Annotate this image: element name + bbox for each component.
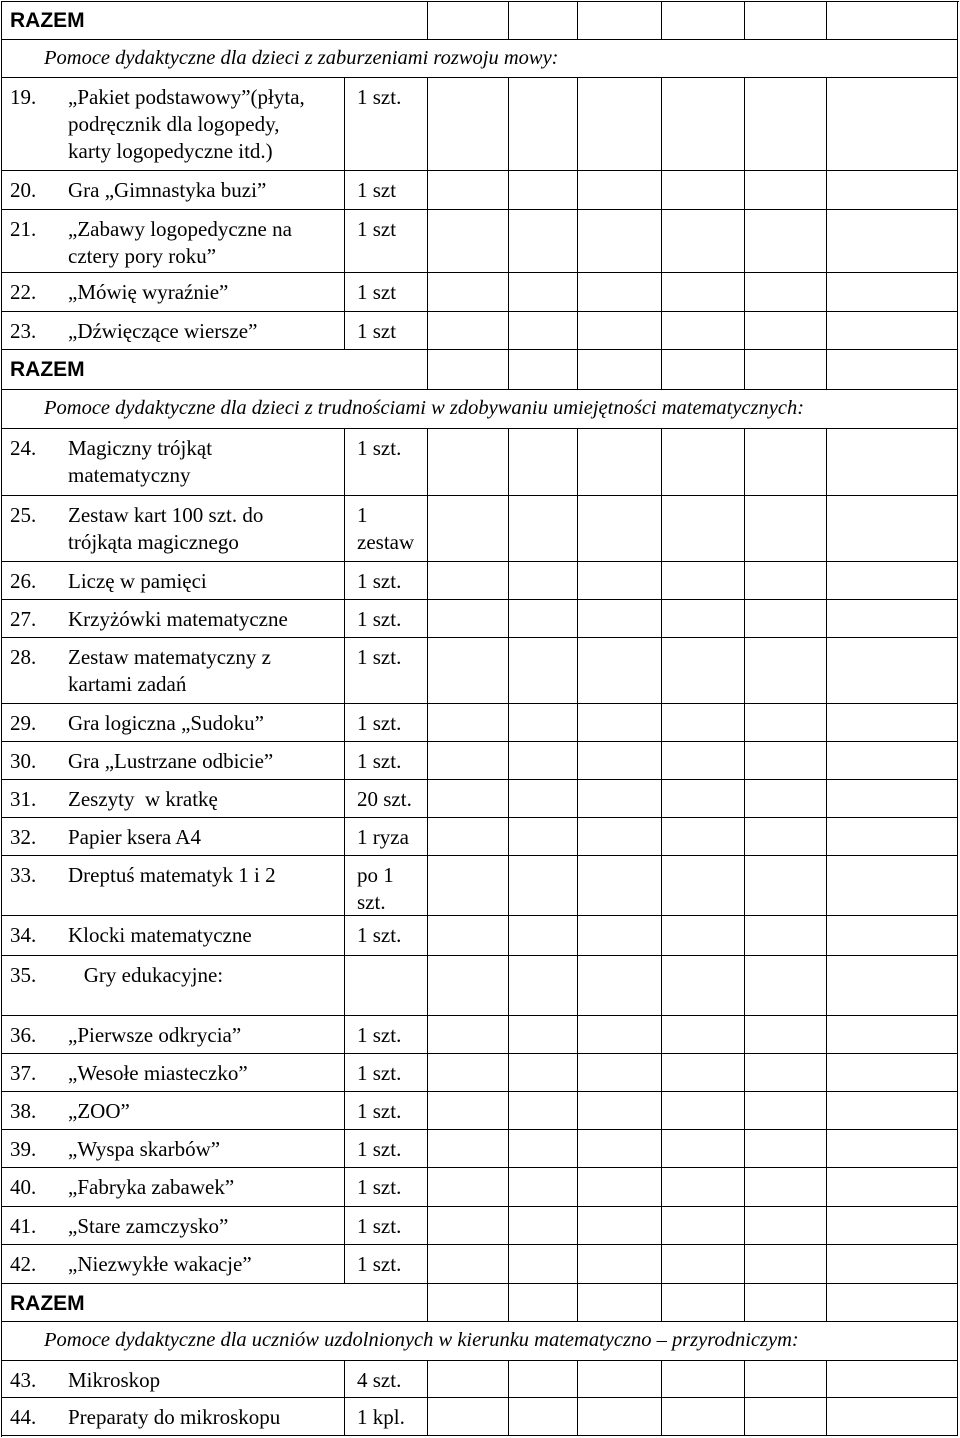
item-quantity: 1 szt. [357, 1061, 402, 1085]
empty-cell [578, 742, 662, 780]
item-name: Liczę w pamięci [68, 569, 207, 593]
item-quantity: 1 szt. [357, 749, 402, 773]
item-quantity: 1 szt. [357, 85, 402, 109]
empty-cell [509, 210, 578, 273]
empty-cell [578, 496, 662, 562]
empty-cell [827, 1, 958, 40]
empty-cell [662, 1398, 745, 1436]
empty-cell [578, 1284, 662, 1322]
empty-cell [745, 600, 827, 638]
empty-cell [509, 1092, 578, 1130]
empty-cell [578, 780, 662, 818]
empty-cell [662, 1245, 745, 1284]
empty-cell [745, 1361, 827, 1398]
empty-cell [578, 1361, 662, 1398]
empty-cell [662, 1092, 745, 1130]
item-number: 26. [10, 569, 37, 593]
empty-cell [578, 1398, 662, 1436]
empty-cell [745, 1398, 827, 1436]
empty-cell [578, 78, 662, 171]
empty-cell [509, 916, 578, 956]
item-number: 21. [10, 217, 37, 241]
item-quantity: 1 kpl. [357, 1405, 405, 1429]
empty-cell [428, 600, 509, 638]
empty-cell [428, 1245, 509, 1284]
empty-cell [578, 1245, 662, 1284]
empty-cell [578, 210, 662, 273]
empty-cell [827, 704, 958, 742]
empty-cell [745, 273, 827, 312]
item-name: Mikroskop [68, 1368, 161, 1392]
empty-cell [745, 562, 827, 600]
empty-cell [578, 1092, 662, 1130]
empty-cell [509, 742, 578, 780]
item-number: 32. [10, 825, 37, 849]
empty-cell [662, 273, 745, 312]
empty-cell [662, 818, 745, 856]
empty-cell [662, 1054, 745, 1092]
empty-cell [509, 704, 578, 742]
empty-cell [827, 956, 958, 1016]
empty-cell [662, 210, 745, 273]
item-number: 39. [10, 1137, 37, 1161]
empty-cell [578, 1207, 662, 1245]
empty-cell [578, 916, 662, 956]
item-quantity: 1 szt. [357, 1175, 402, 1199]
empty-cell [745, 1168, 827, 1207]
item-quantity: 1 szt. [357, 1099, 402, 1123]
empty-cell [745, 350, 827, 390]
empty-cell [578, 638, 662, 704]
item-number: 30. [10, 749, 37, 773]
empty-cell [662, 956, 745, 1016]
item-quantity: 1 szt. [357, 1023, 402, 1047]
empty-cell [578, 273, 662, 312]
empty-cell [827, 780, 958, 818]
empty-cell [428, 1168, 509, 1207]
empty-cell [509, 273, 578, 312]
empty-cell [578, 1016, 662, 1054]
empty-cell [827, 742, 958, 780]
empty-cell [745, 1, 827, 40]
empty-cell [428, 742, 509, 780]
empty-cell [509, 1054, 578, 1092]
empty-cell [827, 312, 958, 350]
empty-cell [662, 1207, 745, 1245]
item-name: Papier ksera A4 [68, 825, 201, 849]
empty-cell [509, 350, 578, 390]
empty-cell [509, 780, 578, 818]
item-quantity: po 1 szt. [357, 863, 394, 914]
item-quantity: 20 szt. [357, 787, 412, 811]
empty-cell [827, 818, 958, 856]
empty-cell [745, 1207, 827, 1245]
item-number: 31. [10, 787, 37, 811]
empty-cell [827, 210, 958, 273]
empty-cell [662, 562, 745, 600]
item-name: Gry edukacyjne: [68, 963, 224, 987]
empty-cell [827, 350, 958, 390]
empty-cell [578, 856, 662, 916]
empty-cell [509, 1361, 578, 1398]
empty-cell [428, 1, 509, 40]
empty-cell [827, 496, 958, 562]
empty-cell [827, 1361, 958, 1398]
item-name: Magiczny trójkąt matematyczny [68, 436, 213, 487]
empty-cell [509, 1245, 578, 1284]
empty-cell [662, 600, 745, 638]
item-number: 43. [10, 1368, 37, 1392]
empty-cell [745, 956, 827, 1016]
item-number: 20. [10, 178, 37, 202]
item-number: 42. [10, 1252, 37, 1276]
empty-cell [662, 780, 745, 818]
empty-cell [662, 638, 745, 704]
item-number: 35. [10, 963, 37, 987]
item-quantity: 1 szt. [357, 645, 402, 669]
empty-cell [827, 1284, 958, 1322]
empty-cell [827, 273, 958, 312]
empty-cell [578, 350, 662, 390]
item-quantity: 1 szt. [357, 1214, 402, 1238]
empty-cell [509, 78, 578, 171]
empty-cell [509, 312, 578, 350]
empty-cell [662, 1130, 745, 1168]
item-number: 44. [10, 1405, 37, 1429]
empty-cell [509, 856, 578, 916]
empty-cell [428, 1398, 509, 1436]
empty-cell [428, 780, 509, 818]
item-name: „Pierwsze odkrycia” [68, 1023, 242, 1047]
empty-cell [745, 780, 827, 818]
empty-cell [662, 1361, 745, 1398]
total-label: RAZEM [10, 358, 85, 381]
empty-cell [509, 1284, 578, 1322]
empty-cell [428, 496, 509, 562]
item-name: Zestaw matematyczny z kartami zadań [68, 645, 271, 696]
empty-cell [509, 1130, 578, 1168]
empty-cell [827, 1054, 958, 1092]
category-title: Pomoce dydaktyczne dla uczniów uzdolnionych w kierunku matematyczno – przyrodniczym: [44, 1329, 799, 1351]
item-name: „Stare zamczysko” [68, 1214, 229, 1238]
item-number: 37. [10, 1061, 37, 1085]
item-quantity: 4 szt. [357, 1368, 402, 1392]
empty-cell [827, 1130, 958, 1168]
empty-cell [509, 600, 578, 638]
empty-cell [428, 1016, 509, 1054]
empty-cell [578, 1, 662, 40]
item-quantity: 1 szt. [357, 1252, 402, 1276]
empty-cell [428, 1092, 509, 1130]
empty-cell [827, 638, 958, 704]
empty-cell [578, 1168, 662, 1207]
item-quantity: 1 szt [357, 319, 397, 343]
empty-cell [428, 171, 509, 210]
item-name: Krzyżówki matematyczne [68, 607, 288, 631]
empty-cell [662, 496, 745, 562]
empty-cell [578, 818, 662, 856]
item-number: 36. [10, 1023, 37, 1047]
item-number: 24. [10, 436, 37, 460]
item-quantity: 1 szt. [357, 569, 402, 593]
empty-cell [745, 1245, 827, 1284]
item-number: 28. [10, 645, 37, 669]
item-quantity: 1 szt. [357, 607, 402, 631]
empty-cell [827, 429, 958, 496]
empty-cell [662, 312, 745, 350]
empty-cell [745, 1054, 827, 1092]
empty-cell [428, 210, 509, 273]
item-number: 25. [10, 503, 37, 527]
empty-cell [745, 312, 827, 350]
empty-cell [428, 1130, 509, 1168]
empty-cell [428, 916, 509, 956]
item-name: Dreptuś matematyk 1 i 2 [68, 863, 276, 887]
total-label: RAZEM [10, 1292, 85, 1315]
item-quantity: 1 szt [357, 217, 397, 241]
item-quantity: 1 szt [357, 178, 397, 202]
empty-cell [578, 1130, 662, 1168]
empty-cell [827, 78, 958, 171]
item-name: Zestaw kart 100 szt. do trójkąta magicznego [68, 503, 264, 554]
empty-cell [578, 429, 662, 496]
item-name: „Fabryka zabawek” [68, 1175, 235, 1199]
empty-cell [827, 916, 958, 956]
empty-cell [578, 562, 662, 600]
empty-cell [745, 1092, 827, 1130]
empty-cell [662, 916, 745, 956]
empty-cell [745, 742, 827, 780]
empty-cell [509, 1168, 578, 1207]
empty-cell [662, 1, 745, 40]
empty-cell [578, 600, 662, 638]
item-quantity: 1 szt. [357, 923, 402, 947]
item-name: „Pakiet podstawowy”(płyta, podręcznik dla logopedy, karty logopedyczne itd.) [68, 85, 305, 163]
item-name: „Dźwięczące wiersze” [68, 319, 258, 343]
empty-cell [662, 742, 745, 780]
item-name-cell [1, 1361, 345, 1398]
empty-cell [578, 704, 662, 742]
empty-cell [827, 1168, 958, 1207]
empty-cell [662, 171, 745, 210]
empty-cell [827, 856, 958, 916]
empty-cell [745, 1130, 827, 1168]
empty-cell [428, 429, 509, 496]
empty-cell [662, 1016, 745, 1054]
empty-cell [428, 1054, 509, 1092]
item-name: Preparaty do mikroskopu [68, 1405, 281, 1429]
empty-cell [509, 1398, 578, 1436]
empty-cell [428, 350, 509, 390]
empty-cell [578, 1054, 662, 1092]
item-number: 38. [10, 1099, 37, 1123]
item-number: 33. [10, 863, 37, 887]
item-name: Klocki matematyczne [68, 923, 252, 947]
item-name: „Mówię wyraźnie” [68, 280, 229, 304]
empty-cell [509, 1207, 578, 1245]
empty-cell [827, 1092, 958, 1130]
empty-cell [428, 78, 509, 171]
item-quantity: 1 szt [357, 280, 397, 304]
item-name: „Zabawy logopedyczne na cztery pory roku” [68, 217, 292, 268]
empty-cell [745, 638, 827, 704]
empty-cell [745, 1284, 827, 1322]
empty-cell [662, 856, 745, 916]
category-title: Pomoce dydaktyczne dla dzieci z zaburzeniami rozwoju mowy: [44, 47, 559, 69]
empty-cell [509, 956, 578, 1016]
item-quantity: 1 ryza [357, 825, 409, 849]
empty-cell [509, 496, 578, 562]
empty-cell [428, 1284, 509, 1322]
empty-cell [745, 171, 827, 210]
item-number: 29. [10, 711, 37, 735]
empty-cell [509, 562, 578, 600]
empty-cell [428, 1361, 509, 1398]
item-number: 23. [10, 319, 37, 343]
empty-cell [745, 856, 827, 916]
empty-cell [509, 1016, 578, 1054]
empty-cell [827, 1398, 958, 1436]
empty-cell [745, 704, 827, 742]
empty-cell [745, 916, 827, 956]
empty-cell [428, 856, 509, 916]
empty-cell [662, 429, 745, 496]
item-name: Gra logiczna „Sudoku” [68, 711, 264, 735]
empty-cell [428, 818, 509, 856]
empty-cell [509, 429, 578, 496]
item-number: 34. [10, 923, 37, 947]
empty-cell [662, 350, 745, 390]
empty-cell [745, 818, 827, 856]
item-name: „Niezwykłe wakacje” [68, 1252, 252, 1276]
empty-cell [745, 429, 827, 496]
empty-cell [509, 171, 578, 210]
item-name: Gra „Gimnastyka buzi” [68, 178, 267, 202]
empty-cell [827, 1207, 958, 1245]
category-title: Pomoce dydaktyczne dla dzieci z trudnościami w zdobywaniu umiejętności matematycznych: [44, 397, 805, 419]
item-name: „Wyspa skarbów” [68, 1137, 221, 1161]
empty-cell [827, 1016, 958, 1054]
empty-cell [428, 562, 509, 600]
empty-cell [578, 312, 662, 350]
empty-cell [428, 638, 509, 704]
empty-cell [662, 78, 745, 171]
item-quantity: 1 zestaw [357, 503, 415, 554]
empty-cell [745, 1016, 827, 1054]
empty-cell [827, 600, 958, 638]
item-number: 40. [10, 1175, 37, 1199]
item-quantity: 1 szt. [357, 711, 402, 735]
empty-cell [428, 956, 509, 1016]
empty-cell [509, 638, 578, 704]
item-name: „ZOO” [68, 1099, 130, 1123]
item-name: Gra „Lustrzane odbicie” [68, 749, 274, 773]
empty-cell [428, 312, 509, 350]
total-label: RAZEM [10, 9, 85, 32]
item-name: Zeszyty w kratkę [68, 787, 218, 811]
item-number: 27. [10, 607, 37, 631]
item-number: 41. [10, 1214, 37, 1238]
empty-cell [578, 171, 662, 210]
empty-cell [428, 1207, 509, 1245]
empty-cell [509, 1, 578, 40]
empty-cell [662, 1168, 745, 1207]
item-quantity: 1 szt. [357, 436, 402, 460]
item-name-cell [1, 1092, 345, 1130]
item-quantity: 1 szt. [357, 1137, 402, 1161]
empty-cell [827, 1245, 958, 1284]
empty-cell [745, 210, 827, 273]
empty-cell [745, 496, 827, 562]
item-name: „Wesołe miasteczko” [68, 1061, 248, 1085]
empty-cell [428, 273, 509, 312]
empty-cell [662, 704, 745, 742]
empty-cell [509, 818, 578, 856]
empty-cell [428, 704, 509, 742]
empty-cell [745, 78, 827, 171]
empty-cell [578, 956, 662, 1016]
empty-cell [827, 562, 958, 600]
item-number: 22. [10, 280, 37, 304]
empty-cell [662, 1284, 745, 1322]
empty-cell [827, 171, 958, 210]
item-qty-cell [345, 956, 428, 1016]
item-number: 19. [10, 85, 37, 109]
